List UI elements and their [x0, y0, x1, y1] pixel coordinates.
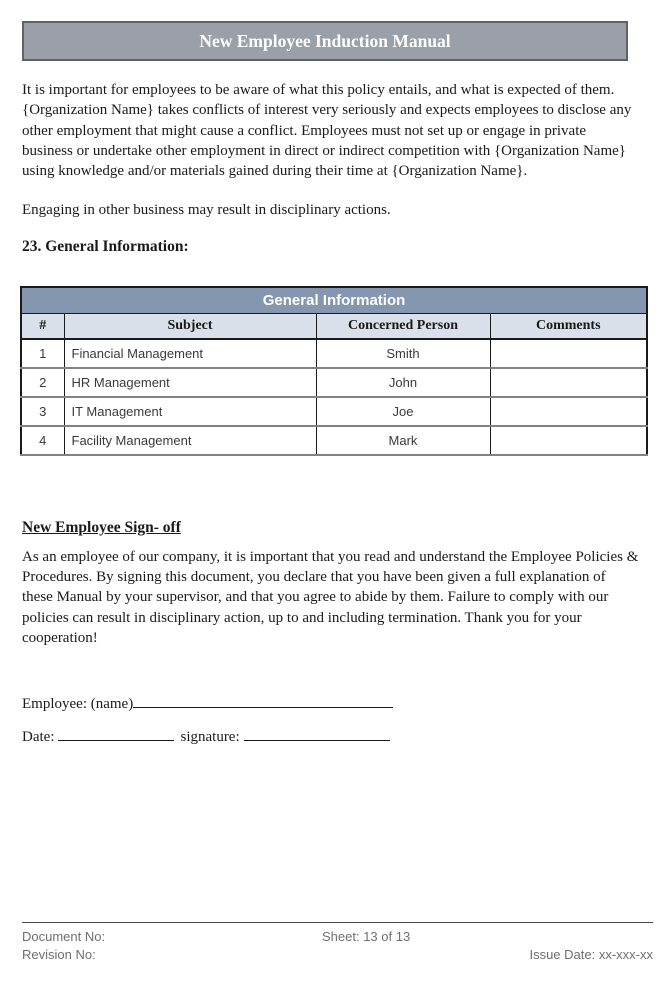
signature-label: signature: — [180, 729, 240, 746]
page-footer — [22, 922, 653, 964]
section-heading: 23. General Information: — [22, 237, 189, 255]
table-header-row — [21, 314, 647, 339]
intro-paragraph: It is important for employees to be aware of what this policy entails, and what is expected of them. {Organization Name} takes conflicts of interest very seriously and expects employees to disclose any other employment that might cause a conflict. Employees must not set up or engage in private business or undertake other employment in direct or indirect competition with {Organization Name} using knowledge and/or materials gained during their time at {Organization Name}. — [22, 82, 632, 180]
column-header-subject: Subject — [64, 314, 316, 339]
table-title-row — [21, 287, 647, 314]
table-row — [21, 368, 647, 397]
person-cell: Joe — [316, 397, 490, 426]
row-number-cell: 4 — [21, 426, 64, 455]
row-number-cell: 2 — [21, 368, 64, 397]
date-label: Date: — [22, 729, 55, 746]
footer-row-2 — [22, 946, 653, 964]
date-signature-line — [22, 726, 643, 746]
signature-field — [244, 726, 390, 741]
footer-row-1 — [22, 928, 653, 946]
comments-cell — [490, 397, 647, 426]
comments-cell — [490, 368, 647, 397]
subject-cell: HR Management — [64, 368, 316, 397]
table-title: General Information — [21, 287, 647, 314]
date-field — [58, 726, 174, 741]
column-header-comments: Comments — [490, 314, 647, 339]
subject-cell: Facility Management — [64, 426, 316, 455]
subject-cell: Financial Management — [64, 339, 316, 368]
table-row — [21, 339, 647, 368]
row-number-cell: 3 — [21, 397, 64, 426]
document-title-banner — [22, 21, 628, 61]
person-cell: Mark — [316, 426, 490, 455]
employee-name-field — [133, 693, 393, 708]
general-information-table — [20, 286, 648, 456]
employee-label: Employee: (name) — [22, 696, 134, 713]
issue-date: Issue Date: xx-xxx-xx — [529, 947, 653, 962]
table-row — [21, 426, 647, 455]
employee-name-line — [22, 693, 643, 713]
sheet-number: Sheet: 13 of 13 — [322, 929, 411, 944]
revision-no-label: Revision No: — [22, 947, 96, 962]
comments-cell — [490, 339, 647, 368]
disciplinary-paragraph: Engaging in other business may result in disciplinary actions. — [22, 202, 391, 219]
row-number-cell: 1 — [21, 339, 64, 368]
column-header-number: # — [21, 314, 64, 339]
signoff-heading: New Employee Sign- off — [22, 518, 181, 536]
person-cell: John — [316, 368, 490, 397]
document-no-label: Document No: — [22, 929, 106, 944]
person-cell: Smith — [316, 339, 490, 368]
table-row — [21, 397, 647, 426]
column-header-person: Concerned Person — [316, 314, 490, 339]
signoff-paragraph: As an employee of our company, it is important that you read and understand the Employee Policies & Procedures. By signing this document, you declare that you have been given a full explanation of these Manual by your supervisor, and that you agree to abide by them. Failure to comply with our policies can result in disciplinary action, up to and including termination. Thank you for your cooperation! — [22, 548, 639, 646]
document-title: New Employee Induction Manual — [199, 30, 451, 51]
subject-cell: IT Management — [64, 397, 316, 426]
comments-cell — [490, 426, 647, 455]
